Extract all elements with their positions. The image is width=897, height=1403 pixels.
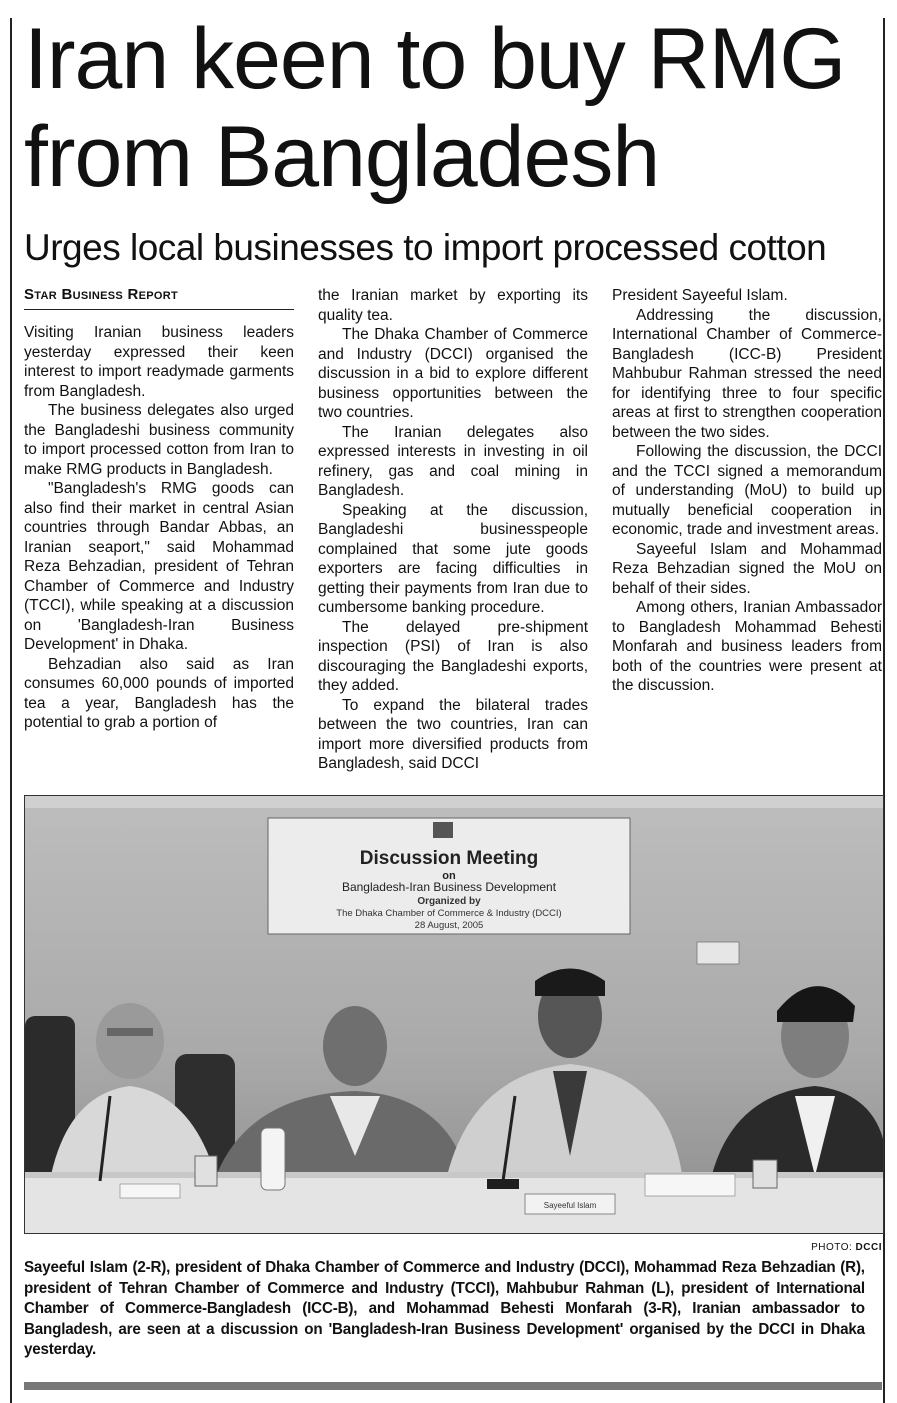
papers: [120, 1184, 180, 1198]
paragraph: Visiting Iranian business leaders yesterday expressed their keen interest to import readymade garments from Bangladesh.: [24, 324, 294, 400]
banner-org: The Dhaka Chamber of Commerce & Industry (DCCI): [336, 908, 562, 919]
paragraph: Among others, Iranian Ambassador to Bangladesh Mohammad Behesti Monfarah and business leaders from both of the countries were present at the discussion.: [612, 599, 882, 694]
subheadline: Urges local businesses to import processed cotton: [24, 227, 827, 268]
paragraph: To expand the bilateral trades between the two countries, Iran can import more diversified products from Bangladesh, said DCCI: [318, 696, 588, 772]
papers: [645, 1174, 735, 1196]
banner-organized: Organized by: [417, 896, 481, 907]
headline: Iran keen to buy RMG from Bangladesh: [24, 11, 846, 205]
banner-on: on: [442, 870, 456, 882]
water-glass: [753, 1160, 777, 1188]
dcci-logo: [433, 822, 453, 838]
paragraph: Following the discussion, the DCCI and the TCCI signed a memorandum of understanding (MoU) to build up mutually beneficial cooperation in economic, trade and investment areas.: [612, 443, 882, 538]
paragraph: Behzadian also said as Iran consumes 60,000 pounds of imported tea a year, Bangladesh has the potential to grab a portion of: [24, 655, 294, 731]
article-column-1: [24, 323, 294, 733]
news-photo: [24, 795, 884, 1234]
paragraph: The business delegates also urged the Bangladeshi business community to import processed cotton from Iran to make RMG products in Bangladesh.: [24, 402, 294, 478]
photo-scene: [25, 796, 883, 1233]
article-column-2: [318, 286, 588, 774]
byline: Star Business Report: [24, 286, 178, 303]
banner-date: 28 August, 2005: [414, 920, 484, 931]
photo-credit-label: PHOTO:: [811, 1242, 853, 1253]
byline-rule: [24, 309, 294, 310]
banner-subject: Bangladesh-Iran Business Development: [341, 880, 557, 894]
paragraph: Sayeeful Islam and Mohammad Reza Behzadian signed the MoU on behalf of their sides.: [612, 540, 882, 597]
banner-title: Discussion Meeting: [359, 848, 539, 869]
page-border-left: [10, 18, 12, 1403]
nameplate-text: Sayeeful Islam: [543, 1201, 597, 1210]
photo-caption: Sayeeful Islam (2-R), president of Dhaka Chamber of Commerce and Industry (DCCI), Mohammad Reza Behzadian (R), president of Tehran Chamber of Commerce and Industry (TCCI), Mahbubur Rahman (L), president of International Chamber of Commerce-Bangladesh (ICC-B), and Mohammad Behesti Monfarah (3-R), Iranian ambassador to Bangladesh, are seen at a discussion on 'Bangladesh-Iran Business Development' organised by the DCCI in Dhaka yesterday.: [24, 1259, 865, 1358]
glasses: [107, 1028, 153, 1036]
water-bottle: [261, 1128, 285, 1190]
paragraph: The Dhaka Chamber of Commerce and Industry (DCCI) organised the discussion in a bid to explore different business opportunities between the two countries.: [318, 326, 588, 421]
paragraph: Addressing the discussion, International Chamber of Commerce-Bangladesh (ICC-B) President Mahbubur Rahman stressed the need for identifying three to four specific areas at first to strengthen cooperation between the two sides.: [612, 306, 882, 441]
mic-base: [487, 1179, 519, 1189]
wall-plate: [697, 942, 739, 964]
paragraph: Speaking at the discussion, Bangladeshi businesspeople complained that some jute goods exporters are facing difficulties in getting their payments from Iran due to cumbersome banking procedure.: [318, 501, 588, 616]
paragraph: "Bangladesh's RMG goods can also find their market in central Asian countries through Bandar Abbas, an Iranian seaport," said Mohammad Reza Behzadian, president of Tehran Chamber of Commerce and Industry (TCCI), while speaking at a discussion on 'Bangladesh-Iran Business Development' in Dhaka.: [24, 480, 294, 653]
article-column-3: [612, 286, 882, 696]
person-head: [96, 1003, 164, 1079]
paragraph: The Iranian delegates also expressed interests in investing in oil refinery, gas and coal mining in Bangladesh.: [318, 423, 588, 499]
paragraph: President Sayeeful Islam.: [612, 287, 788, 304]
paragraph: the Iranian market by exporting its quality tea.: [318, 287, 588, 324]
bottom-rule: [24, 1382, 882, 1390]
photo-credit: [700, 1242, 882, 1253]
water-glass: [195, 1156, 217, 1186]
paragraph: The delayed pre-shipment inspection (PSI) of Iran is also discouraging the Bangladeshi exports, they added.: [318, 618, 588, 694]
photo-ceiling-edge: [25, 796, 883, 808]
photo-credit-source: DCCI: [855, 1242, 882, 1253]
